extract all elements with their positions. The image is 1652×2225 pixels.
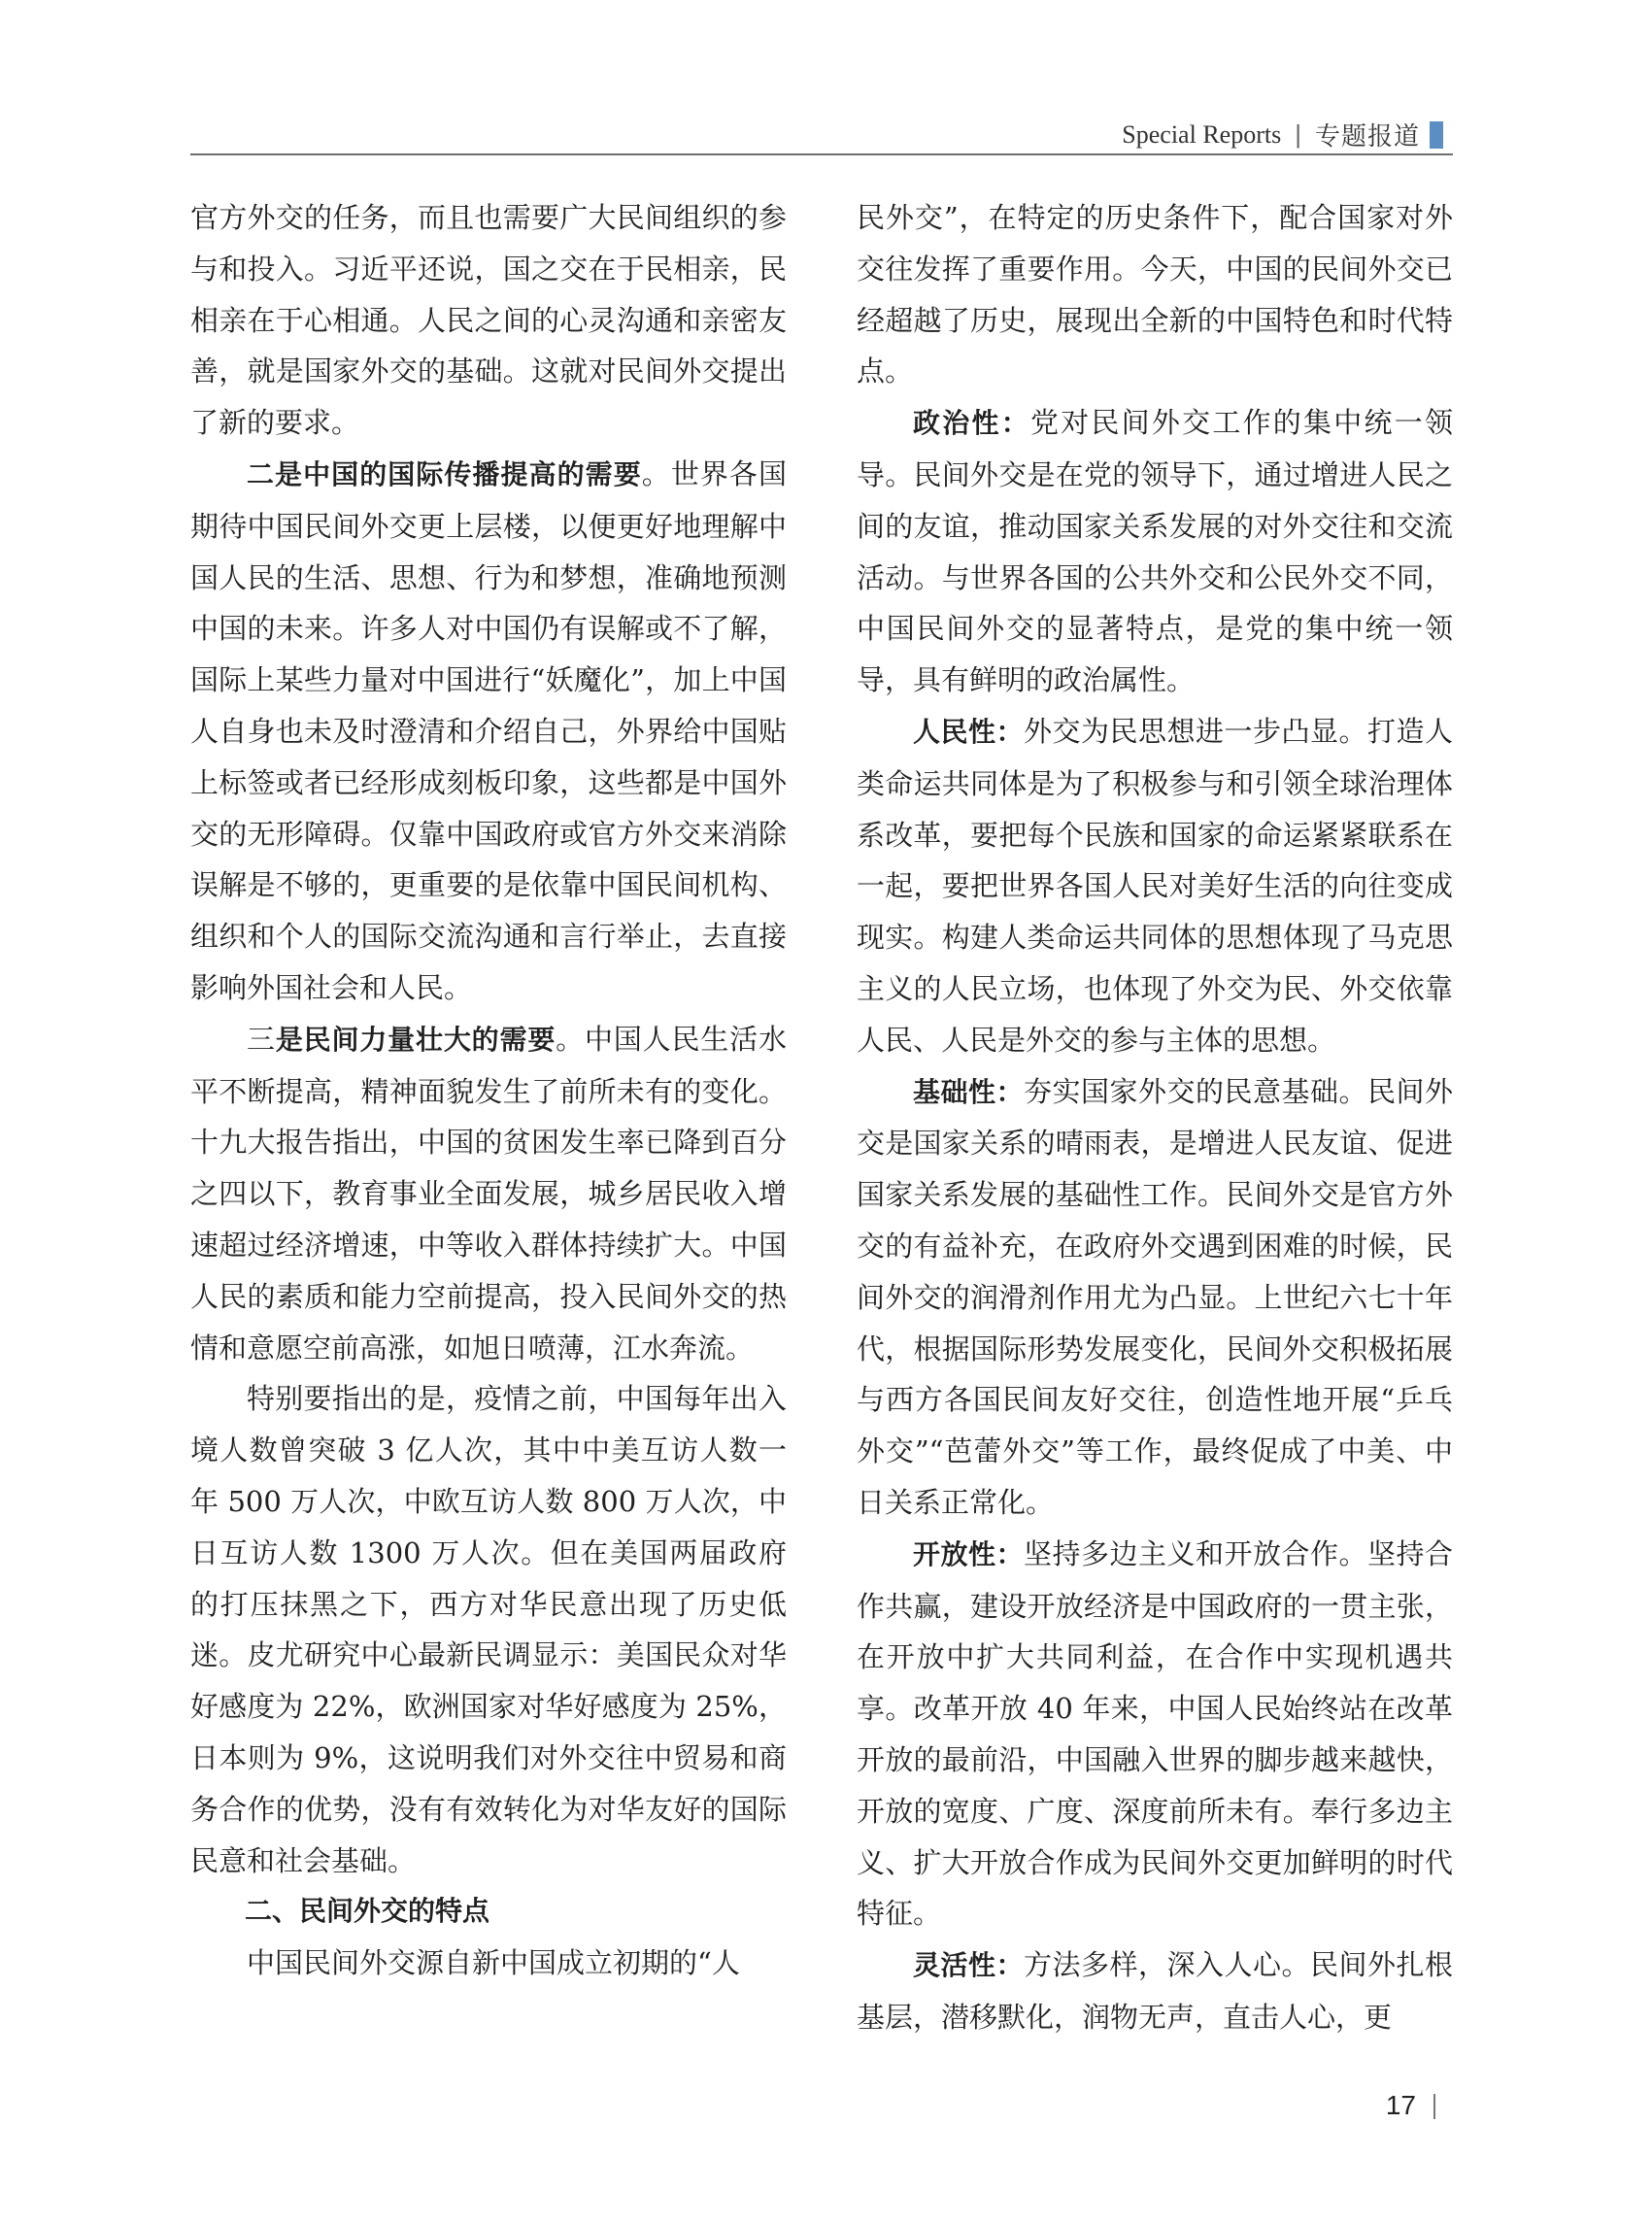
paragraph xyxy=(857,1939,1453,2043)
paragraph-lead: 基础性： xyxy=(913,1075,1024,1108)
paragraph: 特别要指出的是，疫情之前，中国每年出入境人数曾突破 3 亿人次，其中中美互访人数一年 500 万人次，中欧互访人数 800 万人次，中日互访人数 1300 万人次。但在美国两届政府的打压抹黑之下，西方对华民意出现了历史低迷。皮尤研究中心最新民调显示：美国民众对华好感度为 22%，欧洲国家对华好感度为 25%，日本则为 9%，这说明我们对外交往中贸易和商务合作的优势，没有有效转化为对华友好的国际民意和社会基础。 xyxy=(190,1382,787,1877)
paragraph-body: 坚持多边主义和开放合作。坚持合作共赢，建设开放经济是中国政府的一贯主张，在开放中扩大共同利益，在合作中实现机遇共享。改革开放 40 年来，中国人民始终站在改革开放的最前沿，中国融入世界的脚步越来越快，开放的宽度、广度、深度前所未有。奉行多边主义、扩大开放合作成为民间外交更加鲜明的时代特征。 xyxy=(857,1536,1453,1931)
header-separator: | xyxy=(1295,119,1301,149)
paragraph-body: 外交为民思想进一步凸显。打造人类命运共同体是为了积极参与和引领全球治理体系改革，要把每个民族和国家的命运紧紧联系在一起，要把世界各国人民对美好生活的向往变成现实。构建人类命运共同体的思想体现了马克思主义的人民立场，也体现了外交为民、外交依靠人民、人民是外交的参与主体的思想。 xyxy=(857,714,1453,1057)
paragraph-body: 方法多样，深入人心。民间外扎根基层，潜移默化，润物无声，直击人心，更 xyxy=(857,1948,1453,2034)
paragraph: 民外交”，在特定的历史条件下，配合国家对外交往发挥了重要作用。今天，中国的民间外交已经超越了历史，展现出全新的中国特色和时代特点。 xyxy=(857,201,1453,388)
paragraph xyxy=(190,449,787,1014)
paragraph-body: 。世界各国期待中国民间外交更上层楼，以便更好地理解中国人民的生活、思想、行为和梦想，准确地预测中国的未来。许多人对中国仍有误解或不了解，国际上某些力量对中国进行“妖魔化”，加上中国人自身也未及时澄清和介绍自己，外界给中国贴上标签或者已经形成刻板印象，这些都是中国外交的无形障碍。仅靠中国政府或官方外交来消除误解是不够的，更重要的是依靠中国民间机构、组织和个人的国际交流沟通和言行举止，去直接影响外国社会和人民。 xyxy=(190,456,787,1004)
paragraph xyxy=(857,397,1453,706)
paragraph: 中国民间外交源自新中国成立初期的“人 xyxy=(247,1946,740,1980)
header-section-label xyxy=(1122,117,1443,152)
paragraph-lead: 政治性： xyxy=(913,407,1030,440)
section-title-chinese: 专题报道 xyxy=(1314,122,1420,152)
section-title-english: Special Reports xyxy=(1122,119,1282,149)
paragraph xyxy=(190,1014,787,1374)
paragraph-lead: 灵活性： xyxy=(913,1949,1024,1982)
paragraph-prefix: 三 xyxy=(247,1022,276,1056)
paragraph-lead: 人民性： xyxy=(913,715,1024,748)
paragraph-lead: 开放性： xyxy=(913,1537,1024,1570)
paragraph xyxy=(857,1529,1453,1939)
paragraph-lead: 是民间力量壮大的需要 xyxy=(275,1023,556,1056)
running-header xyxy=(190,105,1453,155)
section-marker-icon xyxy=(1430,121,1443,149)
paragraph-body: 党对民间外交工作的集中统一领导。民间外交是在党的领导下，通过增进人民之间的友谊，推动国家关系发展的对外交往和交流活动。与世界各国的公共外交和公民外交不同，中国民间外交的显著特点，是党的集中统一领导，具有鲜明的政治属性。 xyxy=(857,406,1453,697)
right-column xyxy=(857,192,1453,2043)
paragraph-body: 。中国人民生活水平不断提高，精神面貌发生了前所未有的变化。十九大报告指出，中国的贫困发生率已降到百分之四以下，教育事业全面发展，城乡居民收入增速超过经济增速，中等收入群体持续扩大。中国人民的素质和能力空前提高，投入民间外交的热情和意愿空前高涨，如旭日喷薄，江水奔流。 xyxy=(190,1022,787,1365)
paragraph xyxy=(857,1066,1453,1529)
page-footer xyxy=(1282,2090,1457,2129)
left-column xyxy=(190,192,787,1989)
section-heading: 二、民间外交的特点 xyxy=(245,1895,490,1928)
page-number-divider xyxy=(1433,2094,1435,2119)
paragraph-body: 夯实国家外交的民意基础。民间外交是国家关系的晴雨表，是增进人民友谊、促进国家关系发展的基础性工作。民间外交是官方外交的有益补充，在政府外交遇到困难的时候，民间外交的润滑剂作用尤为凸显。上世纪六七十年代，根据国际形势发展变化，民间外交积极拓展与西方各国民间友好交往，创造性地开展“乒乓外交”“芭蕾外交”等工作，最终促成了中美、中日关系正常化。 xyxy=(857,1074,1453,1519)
paragraph-lead: 二是中国的国际传播提高的需要 xyxy=(247,457,642,490)
paragraph xyxy=(857,706,1453,1066)
page-number: 17 xyxy=(1385,2090,1416,2120)
paragraph: 官方外交的任务，而且也需要广大民间组织的参与和投入。习近平还说，国之交在于民相亲，民相亲在于心相通。人民之间的心灵沟通和亲密友善，就是国家外交的基础。这就对民间外交提出了新的要求。 xyxy=(190,201,787,440)
